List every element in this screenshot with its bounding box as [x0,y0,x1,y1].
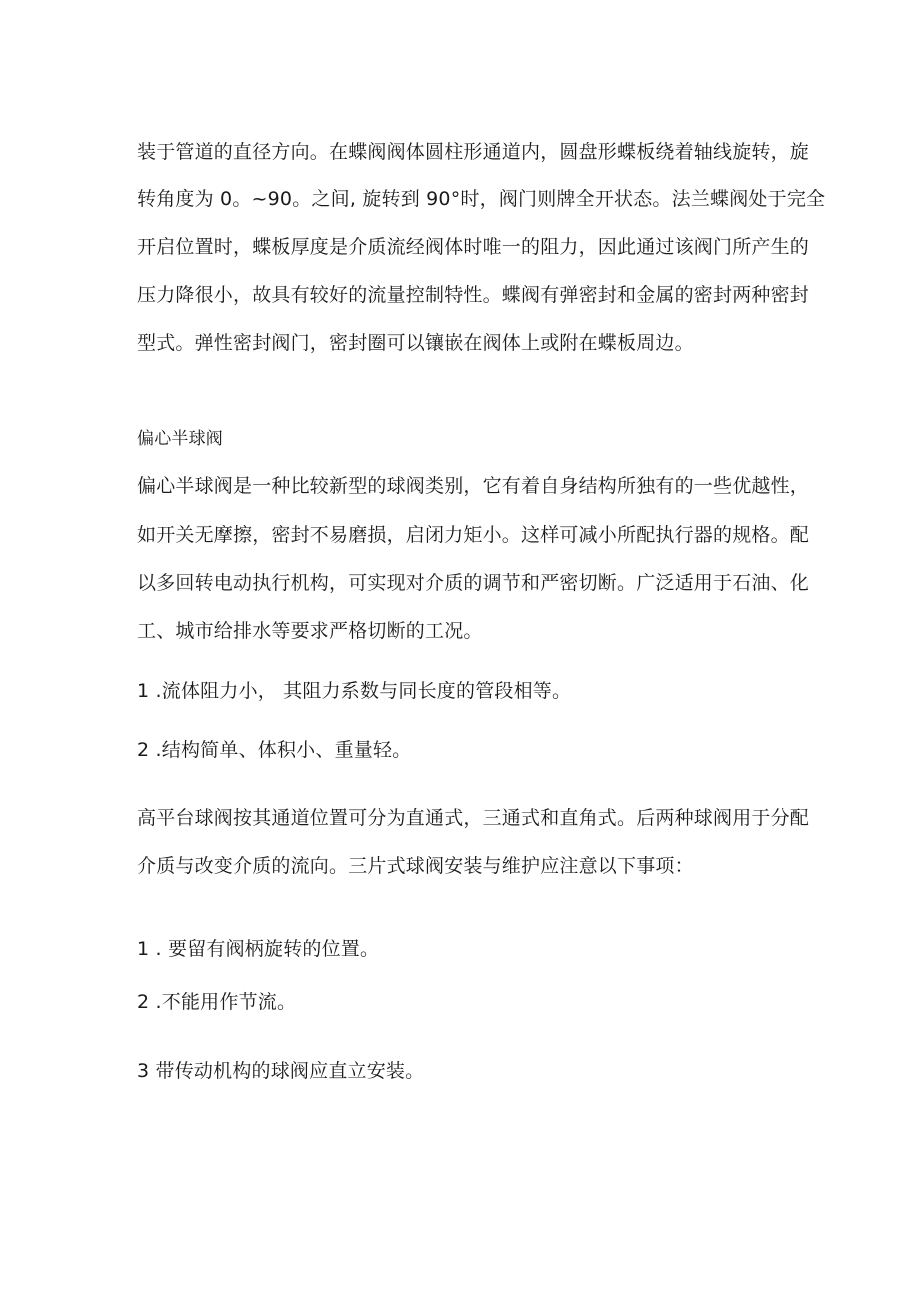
list-1-item-1: 1 .流体阻力小， 其阻力系数与同长度的管段相等。 [137,680,572,702]
paragraph-3-line-2: 介质与改变介质的流向。三片式球阀安装与维护应注意以下事项： [137,855,694,877]
paragraph-2-line-4: 工、城市给排水等要求严格切断的工况。 [137,620,483,642]
paragraph-3-line-1: 高平台球阀按其通道位置可分为直通式，三通式和直角式。后两种球阀用于分配 [137,807,810,829]
section-heading: 偏心半球阀 [137,429,223,449]
paragraph-1-line-5: 型式。弹性密封阀门，密封圈可以镶嵌在阀体上或附在蝶板周边。 [137,332,694,354]
paragraph-1-line-1: 装于管道的直径方向。在蝶阀阀体圆柱形通道内，圆盘形蝶板绕着轴线旋转，旋 [137,141,810,163]
paragraph-2-line-2: 如开关无摩擦，密封不易磨损，启闭力矩小。这样可减小所配执行器的规格。配 [137,524,810,546]
paragraph-1-line-2: 转角度为 0。~90。之间, 旋转到 90°时，阀门则牌全开状态。法兰蝶阀处于完全 [137,188,826,210]
paragraph-2-line-1: 偏心半球阀是一种比较新型的球阀类别，它有着自身结构所独有的一些优越性， [137,475,810,497]
paragraph-1-line-4: 压力降很小，故具有较好的流量控制特性。蝶阀有弹密封和金属的密封两种密封 [137,284,810,306]
paragraph-1-line-3: 开启位置时，蝶板厚度是介质流经阀体时唯一的阻力，因此通过该阀门所产生的 [137,236,810,258]
list-2-item-3: 3 带传动机构的球阀应直立安装。 [137,1060,425,1082]
list-2-item-2: 2 .不能用作节流。 [137,991,297,1013]
list-1-item-2: 2 .结构简单、体积小、重量轻。 [137,739,412,761]
list-2-item-1: 1 . 要留有阀柄旋转的位置。 [137,938,380,960]
paragraph-2-line-3: 以多回转电动执行机构，可实现对介质的调节和严密切断。广泛适用于石油、化 [137,572,810,594]
